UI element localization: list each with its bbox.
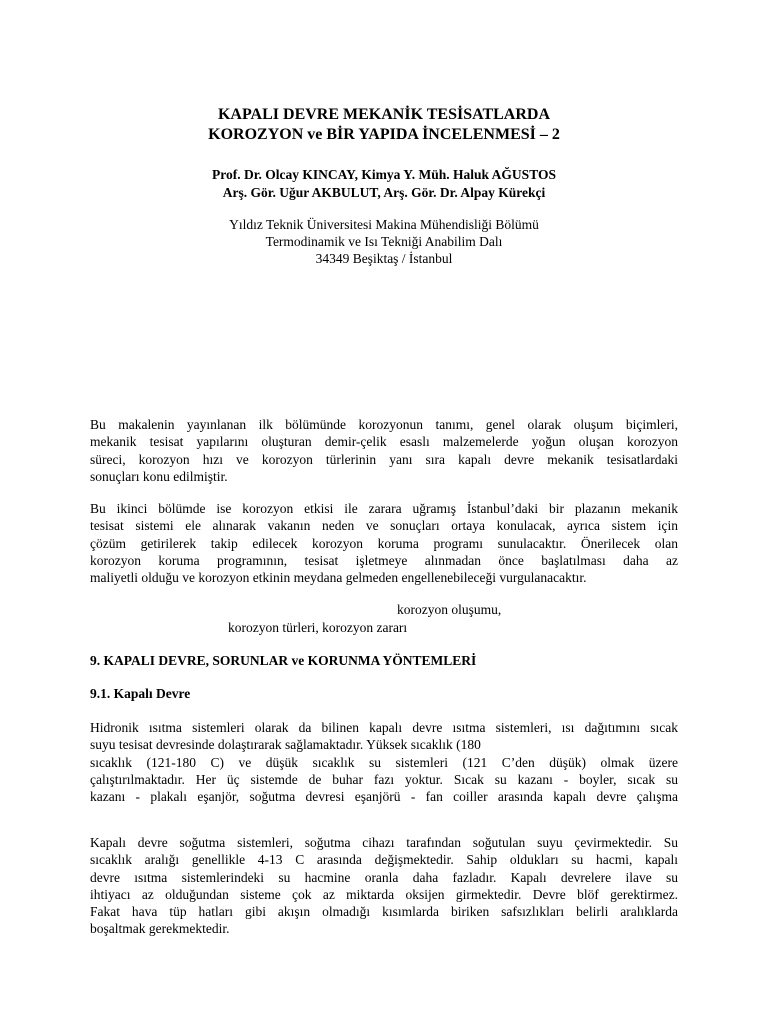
section-paragraph-2 — [90, 834, 678, 938]
text-line: süreci, korozyon hızı ve korozyon türlerinin yanı sıra kapalı devre mekanik tesisatlardaki — [90, 451, 678, 467]
text-line: çalıştırılmaktadır. Her üç sistemde de buhar fazı yoktur. Sıcak su kazanı - boyler, sıcak su — [90, 771, 678, 787]
authors-line-1: Prof. Dr. Olcay KINCAY, Kimya Y. Müh. Haluk AĞUSTOS — [212, 167, 556, 182]
text-line: tesisat sistemi ele alınarak vakanın neden ve sonuçları ortaya konulacak, ayrıca sistem için — [90, 518, 678, 534]
subsection-heading: 9.1. Kapalı Devre — [90, 686, 191, 701]
section-heading: 9. KAPALI DEVRE, SORUNLAR ve KORUNMA YÖNTEMLERİ — [90, 653, 477, 668]
abstract-paragraph-2 — [90, 500, 678, 586]
title-line-2: KOROZYON ve BİR YAPIDA İNCELENMESİ – 2 — [208, 126, 560, 143]
text-line: suyu tesisat devresinde dolaştırarak sağlamaktadır. Yüksek sıcaklık (180 — [90, 737, 481, 753]
affiliation-line-1: Yıldız Teknik Üniversitesi Makina Mühendisliği Bölümü — [229, 217, 539, 232]
text-line: sıcaklık (121-180 C) ve düşük sıcaklık su sistemleri (121 C’den düşük) olmak üzere — [90, 754, 678, 770]
text-line: korozyon koruma programının, tesisat işletmeye alınmadan önce başlatılması daha az — [90, 552, 678, 568]
text-line: boşaltmak gerekmektedir. — [90, 921, 230, 937]
text-line: Bu ikinci bölümde ise korozyon etkisi ile zarara uğramış İstanbul’daki bir plazanın mekanik — [90, 501, 678, 516]
text-line: Kapalı devre soğutma sistemleri, soğutma cihazı tarafından soğutulan suyu çevirmektedir. Su — [90, 835, 678, 850]
text-line: kazanı - plakalı eşanjör, soğutma devresi eşanjörü - fan coiller arasında kapalı devre çalışma — [90, 789, 678, 805]
text-line: Fakat hava tüp hatları gibi akışın olmadığı kısımlarda biriken safsızlıkları belirli aralıklarda — [90, 904, 678, 920]
abstract-paragraph-1 — [90, 416, 678, 485]
authors-line-2: Arş. Gör. Uğur AKBULUT, Arş. Gör. Dr. Alpay Kürekçi — [222, 185, 546, 200]
text-line: sonuçları konu edilmiştir. — [90, 468, 228, 484]
text-line: sıcaklık aralığı genellikle 4-13 C arasında değişmektedir. Sahip oldukları su hacmi, kapalı — [90, 852, 678, 868]
text-line: ihtiyacı az olduğundan sisteme çok az miktarda oksijen girmektedir. Devre blöf gerektirmez. — [90, 886, 678, 902]
text-line: mekanik tesisat yapılarını oluşturan demir-çelik esaslı malzemelerde yoğun oluşan korozyon — [90, 434, 678, 450]
text-line: maliyetli olduğu ve korozyon etkinin meydana gelmeden engellenebileceği vurgulanacaktır. — [90, 570, 587, 586]
text-line: Hidronik ısıtma sistemleri olarak da bilinen kapalı devre ısıtma sistemleri, ısı dağıtımını sıcak — [90, 720, 678, 735]
text-line: Bu makalenin yayınlanan ilk bölümünde korozyonun tanımı, genel olarak oluşum biçimleri, — [90, 417, 678, 432]
text-line: çözüm getirilerek takip edilecek korozyon koruma programı sunulacaktır. Önerilecek olan — [90, 535, 678, 551]
title-line-1: KAPALI DEVRE MEKANİK TESİSATLARDA — [217, 106, 551, 123]
affiliation-line-3: 34349 Beşiktaş / İstanbul — [315, 251, 453, 266]
keywords-line-1: korozyon oluşumu, — [397, 602, 502, 617]
section-paragraph-1 — [90, 719, 678, 805]
text-line: devre ısıtma sistemlerindeki su hacmine oranla daha fazladır. Kapalı devrelere ilave su — [90, 869, 678, 885]
keywords-line-2: korozyon türleri, korozyon zararı — [228, 620, 408, 635]
affiliation-line-2: Termodinamik ve Isı Tekniği Anabilim Dalı — [265, 234, 503, 249]
